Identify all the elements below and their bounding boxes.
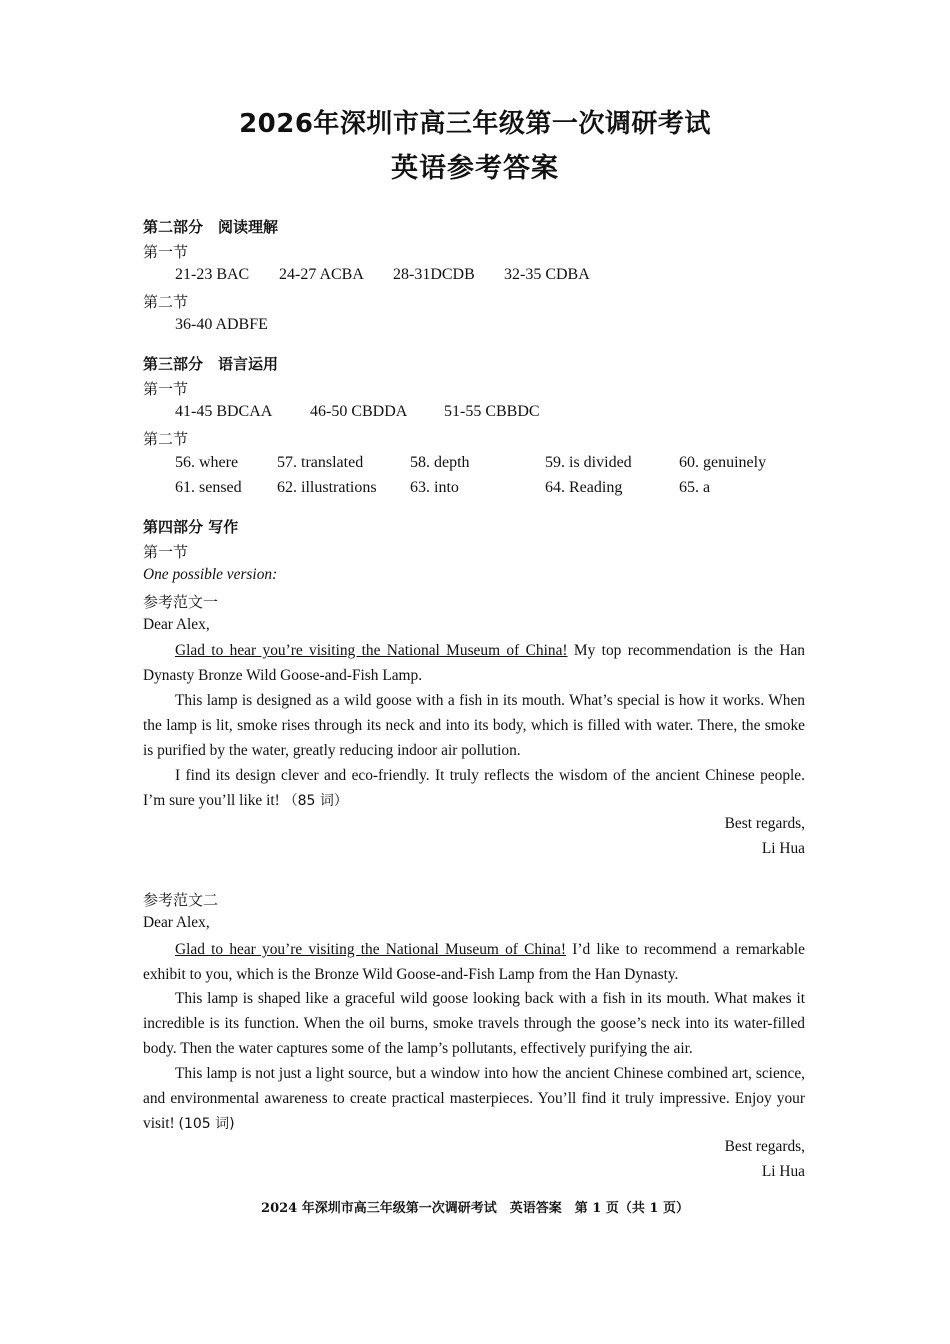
essay1-p1-text: My top recommendation is the Han Dynasty Bronze Wild Goose-and-Fish Lamp. [143, 642, 805, 684]
essay2-p1-text: I’d like to recommend a remarkable exhibit to you, which is the Bronze Wild Goose-and-Fish Lamp from the Han Dynasty. [143, 941, 805, 983]
essay2-paragraph-3 [143, 1061, 805, 1137]
answer-group: 32-35 CDBA [504, 266, 590, 283]
essay2-label: 参考范文二 [143, 891, 219, 909]
answer-cell: 62. illustrations [277, 479, 377, 496]
essay1-label: 参考范文一 [143, 593, 219, 611]
page-subtitle: 英语参考答案 [391, 153, 559, 184]
answer-group: 21-23 BAC [175, 266, 250, 283]
essay2-underlined-opening: Glad to hear you’re visiting the National Museum of China! [175, 941, 567, 958]
part3-heading: 第三部分 语言运用 [143, 355, 279, 373]
essay1-greeting: Dear Alex, [143, 616, 210, 633]
essay1-word-count: （85 词） [283, 793, 348, 809]
answer-cell: 61. sensed [175, 479, 242, 496]
essay2-paragraph-2: This lamp is shaped like a graceful wild goose looking back with a fish in its mouth. What makes it incredible is its function. When the oil burns, smoke travels through the goose’s neck into its water-filled body. Then the water captures some of the lamp’s pollutants, effectively purifying the air. [143, 990, 805, 1057]
part3-section2-label: 第二节 [143, 430, 189, 448]
essay2-closing: Best regards, [724, 1138, 805, 1155]
answer-group: 28-31DCDB [393, 266, 475, 283]
essay1-paragraph-1 [143, 638, 805, 688]
part2-heading: 第二部分 阅读理解 [143, 218, 279, 236]
answer-cell: 65. a [679, 479, 711, 496]
part4-heading: 第四部分 写作 [143, 518, 239, 536]
essay2-p3-text: This lamp is not just a light source, but a window into how the ancient Chinese combined art, science, and environmental awareness to create practical masterpieces. You’ll find it truly impressive. Enjoy your visit! [143, 1065, 805, 1132]
essay2-paragraph-1 [143, 937, 805, 987]
answer-cell: 57. translated [277, 454, 364, 471]
answer-cell: 64. Reading [545, 479, 623, 496]
version-label: One possible version: [143, 566, 278, 583]
part2-section1-label: 第一节 [143, 243, 189, 261]
answer-cell: 60. genuinely [679, 454, 767, 471]
answer-group: 46-50 CBDDA [310, 403, 408, 420]
essay2-word-count: (105 词) [178, 1116, 235, 1132]
page-footer: 2024 年深圳市高三年级第一次调研考试 英语答案 第 1 页（共 1 页） [261, 1201, 689, 1216]
essay1-underlined-opening: Glad to hear you’re visiting the National Museum of China! [175, 642, 568, 659]
answer-group: 36-40 ADBFE [175, 316, 268, 333]
part2-section2-label: 第二节 [143, 293, 189, 311]
part3-section1-label: 第一节 [143, 380, 189, 398]
page-title: 2026年深圳市高三年级第一次调研考试 [239, 109, 711, 139]
answer-cell: 59. is divided [545, 454, 632, 471]
essay2-greeting: Dear Alex, [143, 914, 210, 931]
essay2-signature: Li Hua [761, 1163, 805, 1180]
essay1-paragraph-2: This lamp is designed as a wild goose with a fish in its mouth. What’s special is how it works. When the lamp is lit, smoke rises through its neck and into its body, which is filled with water. There, the smoke is purified by the water, greatly reducing indoor air pollution. [143, 692, 805, 759]
answer-cell: 63. into [410, 479, 459, 496]
essay1-paragraph-3 [143, 763, 805, 814]
part4-section1-label: 第一节 [143, 543, 189, 561]
answer-group: 51-55 CBBDC [444, 403, 540, 420]
answer-cell: 58. depth [410, 454, 470, 471]
essay1-p3-text: I find its design clever and eco-friendly. It truly reflects the wisdom of the ancient Chinese people. I’m sure you’ll like it! [143, 767, 805, 809]
answer-group: 41-45 BDCAA [175, 403, 273, 420]
essay1-signature: Li Hua [761, 840, 805, 857]
answer-group: 24-27 ACBA [279, 266, 364, 283]
essay1-closing: Best regards, [724, 815, 805, 832]
answer-cell: 56. where [175, 454, 239, 471]
